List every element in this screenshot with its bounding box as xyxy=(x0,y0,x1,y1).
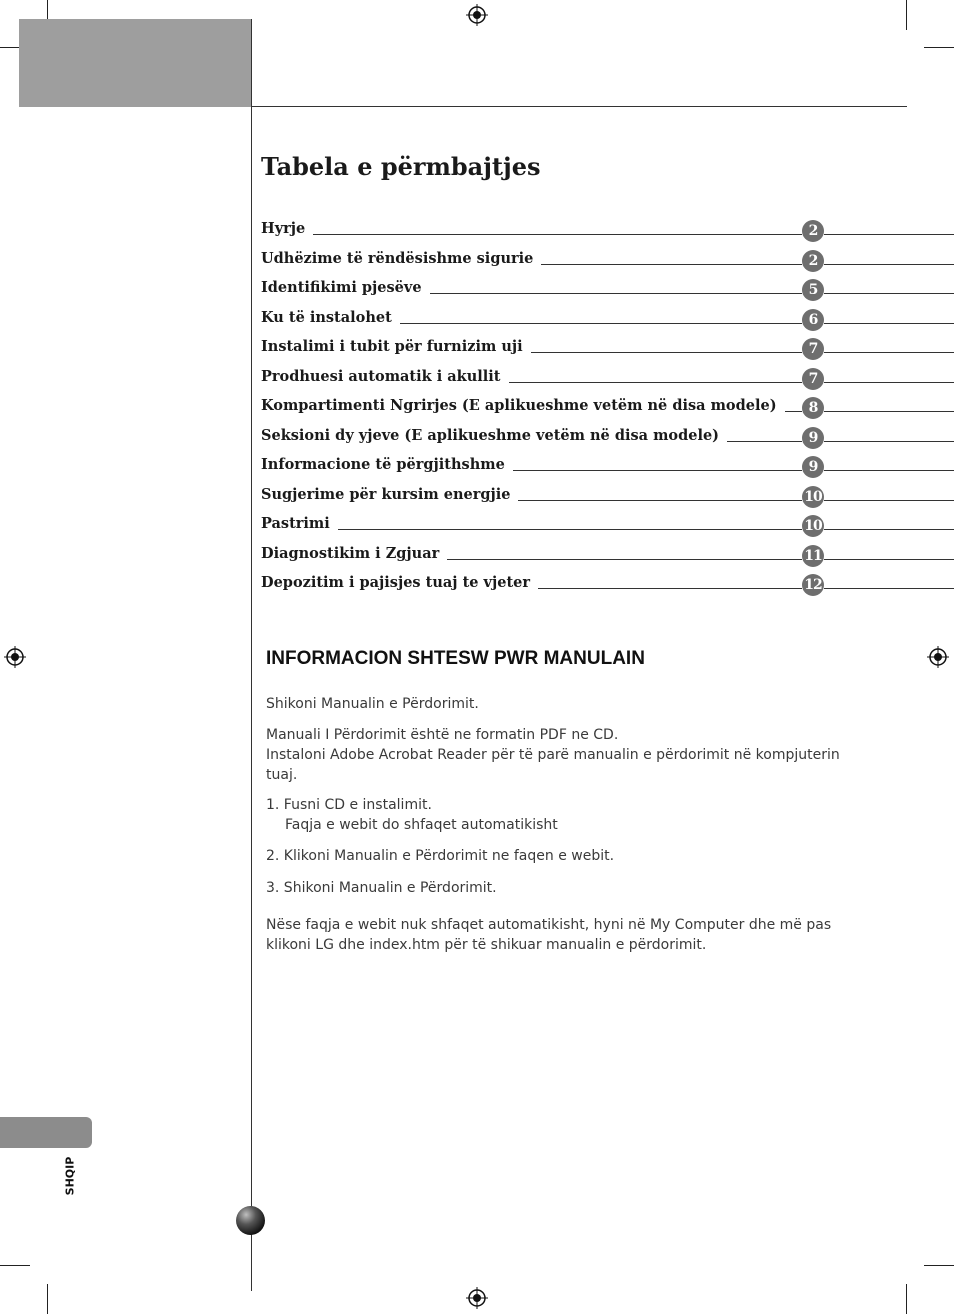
toc-leader-line xyxy=(824,588,954,589)
toc-entry-label: Prodhuesi automatik i akullit xyxy=(261,367,501,385)
info-body xyxy=(266,694,866,955)
margin-rule xyxy=(251,19,252,1291)
toc-leader-line xyxy=(513,470,802,471)
toc-row xyxy=(261,393,954,423)
page-title: Tabela e përmbajtjes xyxy=(261,152,541,181)
toc-page-number: 8 xyxy=(802,397,824,419)
toc-page-number: 2 xyxy=(802,250,824,272)
crop-mark xyxy=(0,1265,30,1266)
table-of-contents xyxy=(261,216,954,600)
info-paragraph: Nëse faqja e webit nuk shfaqet automatikisht, hyni në My Computer dhe më pas klikoni LG dhe index.htm për të shikuar manualin e përdorimit. xyxy=(266,917,832,953)
info-paragraph: Manuali I Përdorimit është ne formatin PDF ne CD. xyxy=(266,727,619,743)
toc-leader-line xyxy=(785,411,802,412)
registration-mark-icon xyxy=(927,646,949,668)
toc-entry-label: Diagnostikim i Zgjuar xyxy=(261,544,440,562)
toc-entry-label: Kompartimenti Ngrirjes (E aplikueshme vetëm në disa modele) xyxy=(261,397,777,415)
crop-mark xyxy=(906,0,907,30)
info-heading: INFORMACION SHTESW PWR MANULAIN xyxy=(266,648,645,669)
toc-leader-line xyxy=(400,323,802,324)
toc-leader-line xyxy=(824,264,954,265)
toc-leader-line xyxy=(824,234,954,235)
toc-page-number: 7 xyxy=(802,338,824,360)
toc-leader-line xyxy=(518,500,802,501)
crop-mark xyxy=(924,47,954,48)
toc-leader-line xyxy=(538,588,802,589)
toc-leader-line xyxy=(824,293,954,294)
toc-leader-line xyxy=(824,352,954,353)
toc-leader-line xyxy=(824,500,954,501)
toc-row xyxy=(261,305,954,335)
toc-leader-line xyxy=(541,264,802,265)
toc-entry-label: Hyrje xyxy=(261,220,306,238)
toc-leader-line xyxy=(824,441,954,442)
crop-mark xyxy=(47,1284,48,1314)
info-step: 1. Fusni CD e instalimit. xyxy=(266,797,432,813)
toc-row xyxy=(261,216,954,246)
toc-page-number: 12 xyxy=(802,574,824,596)
toc-leader-line xyxy=(824,559,954,560)
toc-entry-label: Instalimi i tubit për furnizim uji xyxy=(261,338,523,356)
toc-page-number: 9 xyxy=(802,456,824,478)
crop-mark xyxy=(924,1265,954,1266)
info-step-sub: Faqja e webit do shfaqet automatikisht xyxy=(285,817,558,833)
info-step: 2. Klikoni Manualin e Përdorimit ne faqen e webit. xyxy=(266,848,615,864)
info-paragraph: Shikoni Manualin e Përdorimit. xyxy=(266,696,479,712)
toc-row xyxy=(261,482,954,512)
toc-page-number: 5 xyxy=(802,279,824,301)
toc-leader-line xyxy=(447,559,802,560)
toc-leader-line xyxy=(824,382,954,383)
toc-row xyxy=(261,541,954,571)
header-rule xyxy=(251,106,907,107)
toc-page-number: 10 xyxy=(802,515,824,537)
toc-leader-line xyxy=(430,293,802,294)
toc-entry-label: Pastrimi xyxy=(261,515,330,533)
toc-leader-line xyxy=(509,382,803,383)
crop-mark xyxy=(906,1284,907,1314)
toc-row xyxy=(261,275,954,305)
registration-mark-icon xyxy=(466,1287,488,1309)
toc-page-number: 7 xyxy=(802,368,824,390)
toc-row xyxy=(261,423,954,453)
toc-row xyxy=(261,570,954,600)
toc-leader-line xyxy=(531,352,802,353)
toc-entry-label: Identifikimi pjesëve xyxy=(261,279,422,297)
toc-row xyxy=(261,246,954,276)
toc-leader-line xyxy=(824,529,954,530)
toc-row xyxy=(261,452,954,482)
toc-leader-line xyxy=(824,323,954,324)
toc-entry-label: Depozitim i pajisjes tuaj te vjeter xyxy=(261,574,531,592)
toc-leader-line xyxy=(313,234,802,235)
toc-entry-label: Udhëzime të rëndësishme sigurie xyxy=(261,249,534,267)
toc-row xyxy=(261,511,954,541)
toc-leader-line xyxy=(824,411,954,412)
toc-entry-label: Seksioni dy yjeve (E aplikueshme vetëm në disa modele) xyxy=(261,426,720,444)
toc-page-number: 11 xyxy=(802,545,824,567)
info-step: 3. Shikoni Manualin e Përdorimit. xyxy=(266,880,497,896)
toc-page-number: 9 xyxy=(802,427,824,449)
registration-mark-icon xyxy=(466,4,488,26)
toc-leader-line xyxy=(338,529,802,530)
language-tab xyxy=(0,1117,92,1148)
toc-leader-line xyxy=(824,470,954,471)
toc-leader-line xyxy=(727,441,802,442)
registration-mark-icon xyxy=(4,646,26,668)
header-gray-block xyxy=(19,19,251,107)
toc-entry-label: Informacione të përgjithshme xyxy=(261,456,505,474)
toc-entry-label: Ku të instalohet xyxy=(261,308,392,326)
info-paragraph: Instaloni Adobe Acrobat Reader për të parë manualin e përdorimit në kompjuterin tuaj. xyxy=(266,747,840,783)
page-number-dot-icon xyxy=(236,1206,265,1235)
language-label: SHQIP xyxy=(63,1156,77,1196)
toc-entry-label: Sugjerime për kursim energjie xyxy=(261,485,511,503)
toc-page-number: 6 xyxy=(802,309,824,331)
toc-row xyxy=(261,334,954,364)
toc-row xyxy=(261,364,954,394)
toc-page-number: 2 xyxy=(802,220,824,242)
toc-page-number: 10 xyxy=(802,486,824,508)
